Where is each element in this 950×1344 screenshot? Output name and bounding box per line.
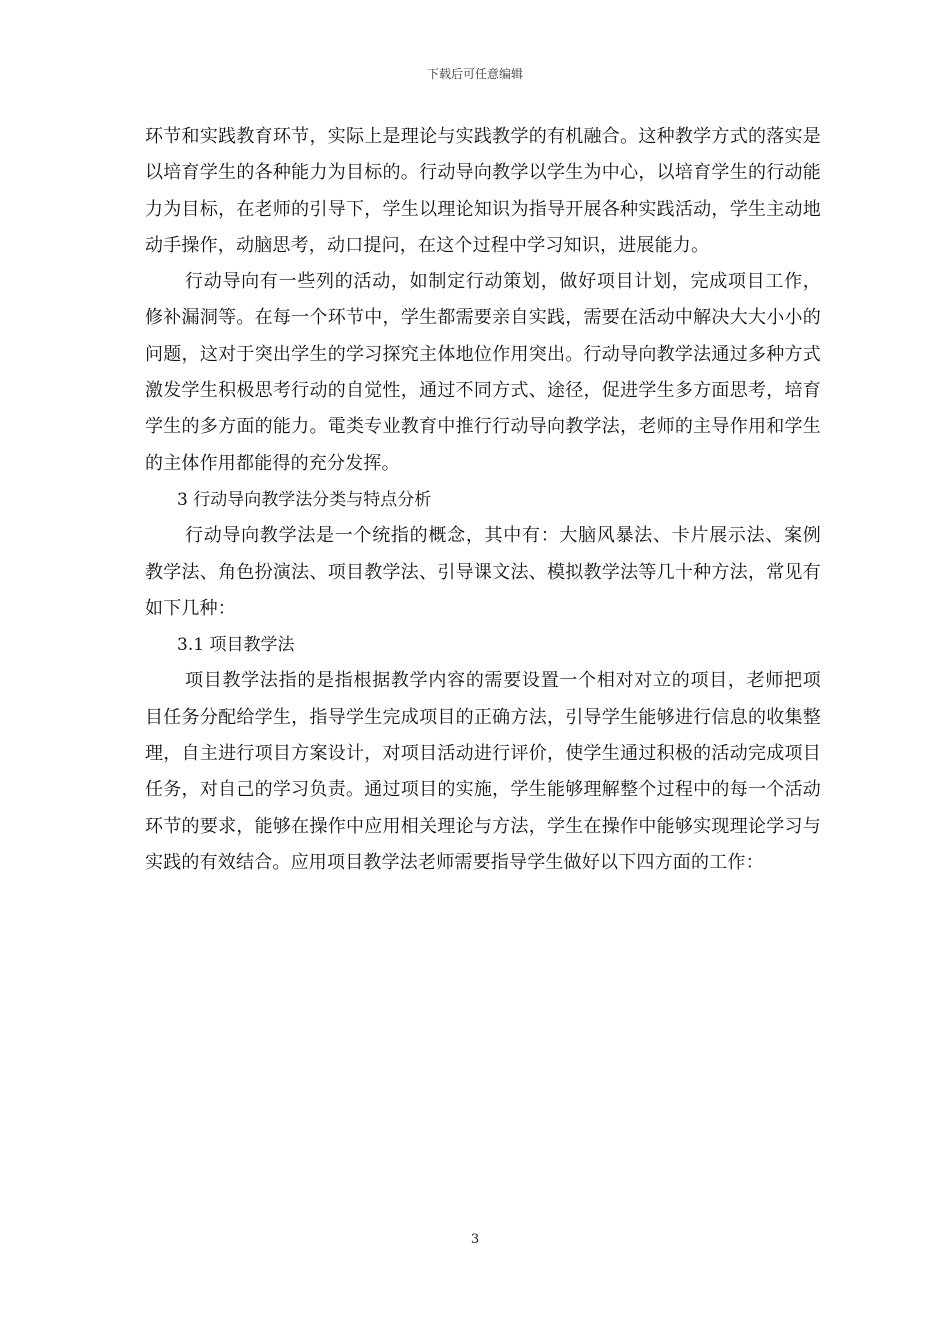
paragraph-action-oriented-activities: 行动导向有一些列的活动，如制定行动策划，做好项目计划，完成项目工作，修补漏洞等。在每一个环节中，学生都需要亲自实践，需要在活动中解决大大小小的问题，这对于突出学生的学习探究主体地位作用突出。行动导向教学法通过多种方式激发学生积极思考行动的自觉性，通过不同方式、途径，促进学生多方面思考，培育学生的多方面的能力。電类专业教育中推行行动导向教学法，老师的主导作用和学生的主体作用都能得的充分发挥。 [145, 271, 821, 474]
paragraph-method-overview: 行动导向教学法是一个统指的概念，其中有：大脑风暴法、卡片展示法、案例教学法、角色扮演法、项目教学法、引导课文法、模拟教学法等几十种方法，常见有如下几种： [145, 525, 821, 619]
section-heading-3-1: 3.1 项目教学法 [177, 635, 295, 656]
page-number: 3 [470, 1232, 480, 1247]
paragraph-project-method: 项目教学法指的是指根据教学内容的需要设置一个相对对立的项目，老师把项目任务分配给学生，指导学生完成项目的正确方法，引导学生能够进行信息的收集整理，自主进行项目方案设计，对项目活动进行评价，使学生通过积极的活动完成项目任务，对自己的学习负责。通过项目的实施，学生能够理解整个过程中的每一个活动环节的要求，能够在操作中应用相关理论与方法，学生在操作中能够实现理论学习与实践的有效结合。应用项目教学法老师需要指导学生做好以下四方面的工作： [145, 670, 821, 873]
paragraph-continuation: 环节和实践教育环节，实际上是理论与实践教学的有机融合。这种教学方式的落实是以培育学生的各种能力为目标的。行动导向教学以学生为中心，以培育学生的行动能力为目标，在老师的引导下，学生以理论知识为指导开展各种实践活动，学生主动地动手操作，动脑思考，动口提问，在这个过程中学习知识，进展能力。 [145, 126, 821, 256]
document-body [145, 119, 821, 881]
section-heading-3: 3 行动导向教学法分类与特点分析 [177, 489, 432, 510]
page-header: 下载后可任意编辑 [426, 67, 523, 81]
